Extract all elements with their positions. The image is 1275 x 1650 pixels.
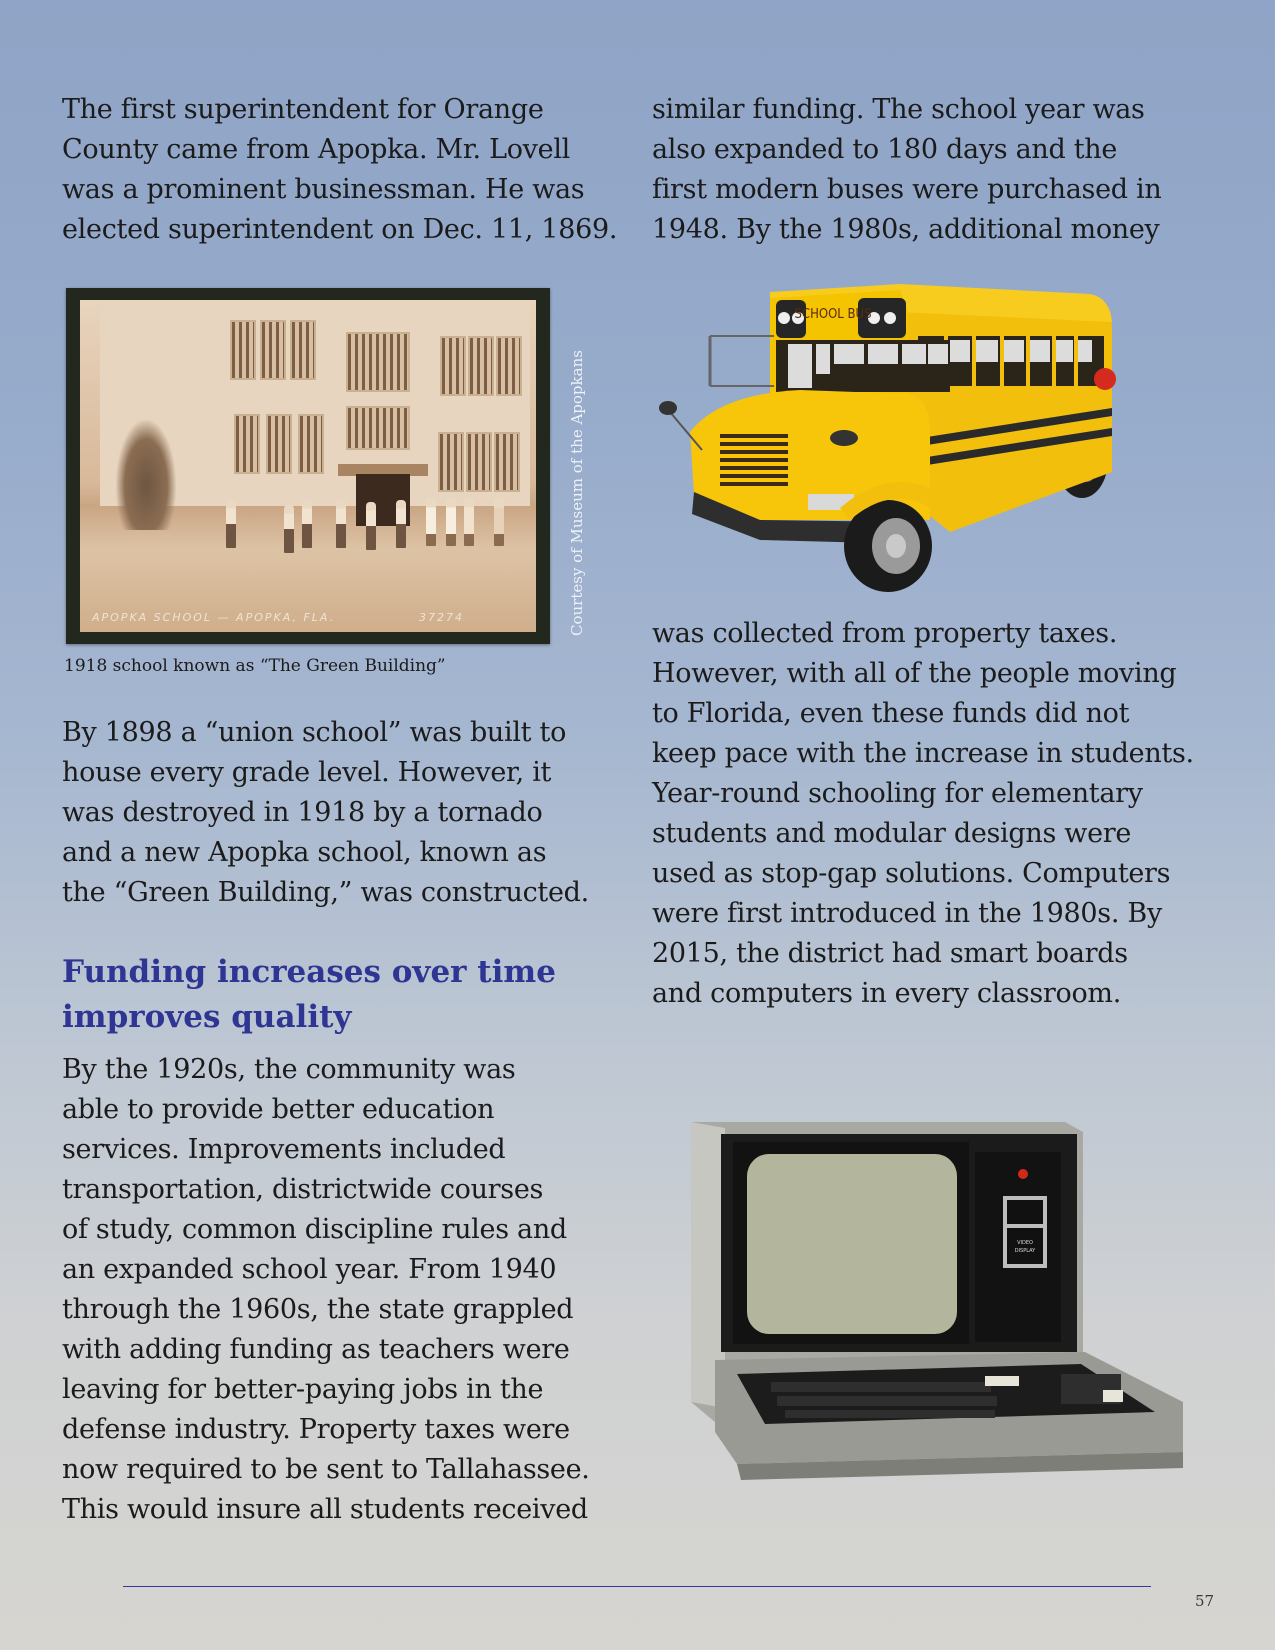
text-line: and a new Apopka school, known as (62, 837, 547, 868)
funding-paragraph (62, 1050, 590, 1530)
sepia-school-image (80, 300, 536, 632)
text-line: transportation, districtwide courses (62, 1174, 544, 1205)
panel-label: VIDEO (1017, 1240, 1033, 1246)
text-line: defense industry. Property taxes were (62, 1414, 570, 1445)
intro-paragraph (62, 90, 617, 250)
bus-sign: SCHOOL BUS (794, 307, 872, 322)
green-building-photo (66, 288, 550, 644)
heading-line: improves quality (62, 999, 352, 1035)
vintage-computer-image (685, 1112, 1205, 1502)
text-line: keep pace with the increase in students. (652, 738, 1194, 769)
page-number: 57 (1195, 1592, 1215, 1610)
text-line: leaving for better-paying jobs in the (62, 1374, 544, 1405)
text-line: to Florida, even these funds did not (652, 698, 1130, 729)
text-line: The first superintendent for Orange (62, 94, 544, 125)
union-school-paragraph (62, 713, 589, 913)
text-line: This would insure all students received (62, 1494, 588, 1525)
text-line: with adding funding as teachers were (62, 1334, 570, 1365)
text-line: was a prominent businessman. He was (62, 174, 585, 205)
stamp-number: 37274 (419, 611, 464, 624)
stamp-text: APOPKA SCHOOL — APOPKA, FLA. (92, 611, 336, 624)
text-line: house every grade level. However, it (62, 757, 552, 788)
text-line: By the 1920s, the community was (62, 1054, 516, 1085)
text-line: an expanded school year. From 1940 (62, 1254, 557, 1285)
text-line: first modern buses were purchased in (652, 174, 1162, 205)
text-line: the “Green Building,” was constructed. (62, 877, 589, 908)
continued-paragraph (652, 90, 1161, 250)
text-line: However, with all of the people moving (652, 658, 1177, 689)
text-line: were first introduced in the 1980s. By (652, 898, 1162, 929)
text-line: and computers in every classroom. (652, 978, 1122, 1009)
heading-line: Funding increases over time (62, 954, 556, 990)
text-line: also expanded to 180 days and the (652, 134, 1118, 165)
text-line: Year-round schooling for elementary (652, 778, 1143, 809)
photo-stamp (92, 611, 524, 624)
tree (116, 420, 176, 530)
text-line: able to provide better education (62, 1094, 495, 1125)
text-line: services. Improvements included (62, 1134, 506, 1165)
text-line: students and modular designs were (652, 818, 1132, 849)
photo-caption: 1918 school known as “The Green Building” (64, 656, 446, 676)
text-line: was destroyed in 1918 by a tornado (62, 797, 543, 828)
text-line: similar funding. The school year was (652, 94, 1145, 125)
property-taxes-paragraph (652, 614, 1194, 1014)
text-line: By 1898 a “union school” was built to (62, 717, 567, 748)
section-heading (62, 950, 556, 1040)
text-line: elected superintendent on Dec. 11, 1869. (62, 214, 618, 245)
text-line: 2015, the district had smart boards (652, 938, 1128, 969)
text-line: 1948. By the 1980s, additional money (652, 214, 1160, 245)
text-line: through the 1960s, the state grappled (62, 1294, 574, 1325)
text-line: used as stop-gap solutions. Computers (652, 858, 1171, 889)
text-line: County came from Apopka. Mr. Lovell (62, 134, 570, 165)
footer-rule (123, 1586, 1151, 1587)
text-line: was collected from property taxes. (652, 618, 1118, 649)
panel-label: DISPLAY (1014, 1248, 1036, 1254)
text-line: of study, common discipline rules and (62, 1214, 567, 1245)
school-bus-image (650, 282, 1150, 594)
text-line: now required to be sent to Tallahassee. (62, 1454, 590, 1485)
photo-credit: Courtesy of Museum of the Apopkans (568, 350, 586, 636)
